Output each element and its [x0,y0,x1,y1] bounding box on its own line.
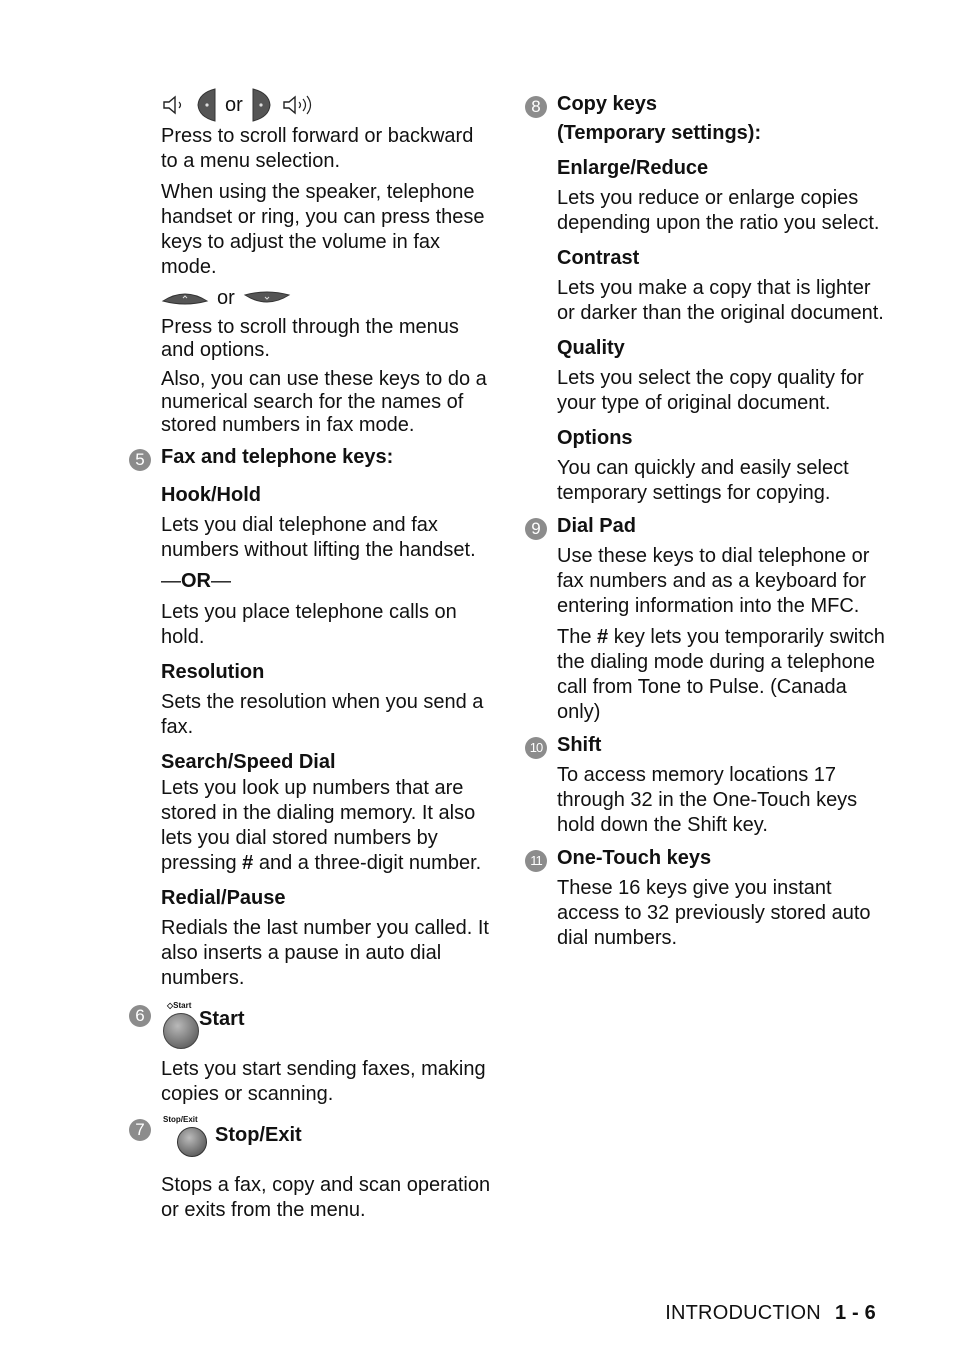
start-key-row [161,1001,491,1051]
options-description: You can quickly and easily select temporary settings for copying. [557,457,849,504]
hook-hold-description: Lets you dial telephone and fax numbers without lifting the handset. [161,514,476,561]
volume-keys-row [161,86,491,124]
speaker-high-icon [281,94,315,116]
dial-pad-description-2: The # key lets you temporarily switch the dialing mode during a telephone call from Tone to Pulse. (Canada only) [557,626,885,723]
nav-keys-row [161,286,491,310]
one-touch-keys-description: These 16 keys give you instant access to 32 previously stored auto dial numbers. [557,877,871,949]
nav-keys-description-2: Also, you can use these keys to do a numerical search for the names of stored numbers in fax mode. [161,368,487,436]
dial-pad-description: Use these keys to dial telephone or fax numbers and as a keyboard for entering information into the MFC. [557,545,870,617]
quality-title: Quality [557,337,625,359]
speaker-low-icon [161,94,187,116]
resolution-title: Resolution [161,661,265,683]
up-arrow-key-icon [161,289,209,307]
options-title: Options [557,427,633,449]
item-number-badge: 9 [525,518,547,540]
search-speed-dial-title: Search/Speed Dial [161,751,336,773]
volume-keys-description: Press to scroll forward or backward to a menu selection. [161,125,474,172]
stop-exit-key-row [161,1115,491,1167]
hook-hold-description-2: Lets you place telephone calls on hold. [161,601,457,648]
or-separator: —OR— [161,570,231,592]
enlarge-reduce-description: Lets you reduce or enlarge copies depending upon the ratio you select. [557,187,880,234]
quality-description: Lets you select the copy quality for your type of original document. [557,367,864,414]
item-copy-keys [531,92,887,506]
shift-description: To access memory locations 17 through 32 in the One-Touch keys hold down the Shift key. [557,764,858,836]
volume-or-text: or [225,93,243,116]
one-touch-keys-title: One-Touch keys [557,847,712,869]
footer-section-name: INTRODUCTION [665,1302,821,1324]
item-number-badge: 5 [129,449,151,471]
left-arrow-key-icon [195,87,217,123]
item-number-badge: 8 [525,96,547,118]
item-shift [529,733,887,838]
item-number-badge: 11 [525,850,547,872]
page-footer [665,1301,876,1326]
start-title: Start [199,1008,245,1030]
redial-pause-description: Redials the last number you called. It also inserts a pause in auto dial numbers. [161,917,489,989]
copy-keys-title: Copy keys [557,93,658,115]
start-description: Lets you start sending faxes, making copies or scanning. [161,1058,486,1105]
footer-page-number: 1 - 6 [834,1302,876,1324]
down-arrow-key-icon [243,289,291,307]
start-icon-label: ◇Start [167,1001,192,1010]
stop-exit-description: Stops a fax, copy and scan operation or exits from the menu. [161,1174,491,1221]
start-button-icon [163,1013,199,1049]
volume-keys-description-2: When using the speaker, telephone handset or ring, you can press these keys to adjust the volume in fax mode. [161,181,485,278]
item-stop-exit [135,1115,491,1223]
item-fax-telephone-keys [135,445,491,991]
shift-title: Shift [557,734,602,756]
item-number-badge: 10 [525,737,547,759]
search-speed-dial-description: Lets you look up numbers that are stored in the dialing memory. It also lets you dial stored numbers by pressing # and a three-digit number. [161,777,482,874]
item-start [135,1001,491,1107]
stop-exit-button-icon [177,1127,207,1157]
hook-hold-title: Hook/Hold [161,484,261,506]
item-title: Fax and telephone keys: [161,446,394,468]
nav-or-text: or [217,286,235,309]
stop-exit-icon-label: Stop/Exit [163,1115,198,1124]
item-number-badge: 6 [129,1005,151,1027]
contrast-description: Lets you make a copy that is lighter or darker than the original document. [557,277,884,324]
contrast-title: Contrast [557,247,640,269]
redial-pause-title: Redial/Pause [161,887,286,909]
left-column [135,86,491,1229]
item-number-badge: 7 [129,1119,151,1141]
resolution-description: Sets the resolution when you send a fax. [161,691,484,738]
item-one-touch-keys [530,846,887,951]
enlarge-reduce-title: Enlarge/Reduce [557,157,709,179]
dial-pad-title: Dial Pad [557,515,636,537]
right-column [529,92,887,957]
copy-keys-subtitle: (Temporary settings): [557,122,762,144]
stop-exit-title: Stop/Exit [215,1124,302,1146]
nav-keys-description: Press to scroll through the menus and options. [161,316,459,361]
item-dial-pad [531,514,887,725]
right-arrow-key-icon [251,87,273,123]
